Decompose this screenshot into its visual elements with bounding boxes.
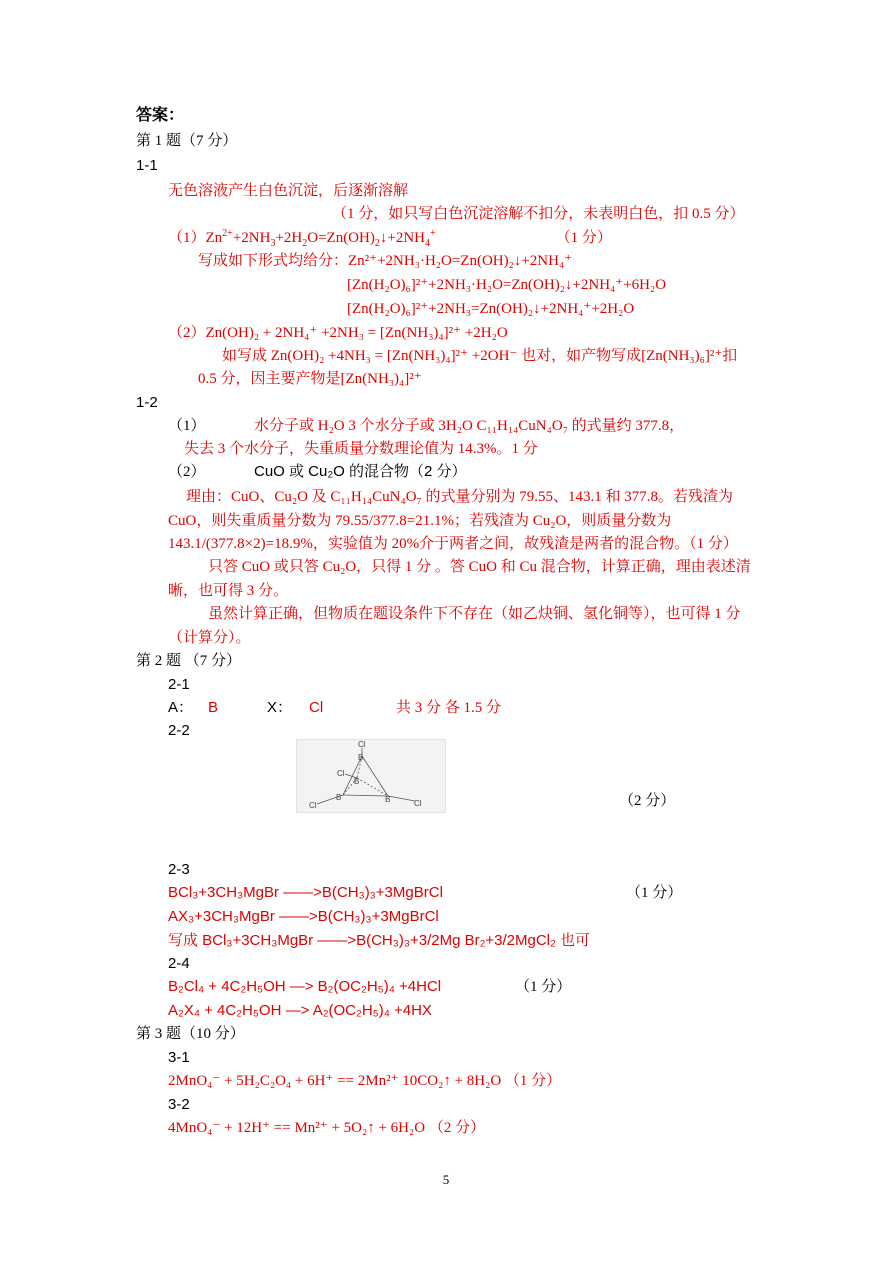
q2-1-score: 共 3 分 各 1.5 分 bbox=[396, 700, 502, 716]
q2-3-score: （1 分） bbox=[626, 885, 683, 901]
b-mid-label: B bbox=[354, 777, 360, 786]
q1-1-label: 1-1 bbox=[136, 157, 158, 174]
answer-heading: 答案： bbox=[136, 107, 185, 124]
q3-2-label: 3-2 bbox=[168, 1096, 190, 1113]
q3-1-label: 3-1 bbox=[168, 1049, 190, 1066]
q2-4-reaction2: A₂X₄ + 4C₂H₅OH —> A₂(OC₂H₅)₄ +4HX bbox=[168, 1002, 432, 1019]
q2-3-reaction3: 写成 BCl₃+3CH₃MgBr ——>B(CH₃)₃+3/2Mg Br₂+3/2MgCl₂ 也可 bbox=[168, 932, 591, 949]
b-right-label: B bbox=[385, 795, 391, 804]
page-number: 5 bbox=[442, 1172, 450, 1187]
q1-2-part1-line2: 失去 3 个水分子，失重质量分数理论值为 14.3%。1 分 bbox=[184, 441, 538, 457]
q2-3-reaction2: AX₃+3CH₃MgBr ——>B(CH₃)₃+3MgBrCl bbox=[168, 908, 439, 925]
molecule-diagram bbox=[297, 740, 445, 812]
q1-2-note1: 只答 CuO 或只答 Cu₂O，只得 1 分 。答 CuO 和 Cu 混合物，计算正确，理由表述清晰，也可得 3 分。 bbox=[168, 559, 751, 599]
q1-2-reason: 理由：CuO、Cu₂O 及 C₁₁H₁₄CuN₄O₇ 的式量分别为 79.55、143.1 和 377.8。若残渣为 CuO，则失重质量分数为 79.55/377.8=21.1%；若残渣为 Cu₂O，则质量分数为 143.1/(377.8×2)=18.9%，实验值为 20%介于两者之间，故残渣是两者的混合物。（1 分） bbox=[168, 489, 738, 552]
b-top-label: B bbox=[358, 753, 364, 762]
q2-2-score: （2 分） bbox=[619, 793, 676, 809]
q3-title: 第 3 题（10 分） bbox=[136, 1026, 245, 1042]
q1-alt-intro: 写成如下形式均给分：Zn²⁺+2NH₃·H₂O=Zn(OH)₂↓+2NH₄⁺ bbox=[198, 253, 573, 269]
q2-2-label: 2-2 bbox=[168, 722, 190, 739]
q1-1-answer: 无色溶液产生白色沉淀，后逐渐溶解 bbox=[168, 183, 409, 199]
cl-right-label: Cl bbox=[414, 799, 422, 808]
q1-alt2: [Zn(H₂O)₆]²⁺+2NH₃·H₂O=Zn(OH)₂↓+2NH₄⁺+6H₂O bbox=[347, 277, 667, 293]
q1-title: 第 1 题（7 分） bbox=[136, 133, 238, 149]
q2-3-reaction1: BCl₃+3CH₃MgBr ——>B(CH₃)₃+3MgBrCl bbox=[168, 884, 443, 901]
q1-alt3: [Zn(H₂O)₆]²⁺+2NH₃=Zn(OH)₂↓+2NH₄⁺+2H₂O bbox=[347, 301, 635, 317]
q2-1-a-value: B bbox=[208, 699, 219, 716]
q2-1-x-label: X： bbox=[267, 699, 293, 716]
q1-1-note: （1 分，如只写白色沉淀溶解不扣分，未表明白色，扣 0.5 分） bbox=[332, 206, 745, 222]
q2-1-label: 2-1 bbox=[168, 676, 190, 693]
cl-left-label: Cl bbox=[309, 801, 317, 810]
q1-eq2-note2: 0.5 分，因主要产物是[Zn(NH₃)₄]²⁺ bbox=[198, 371, 422, 387]
q2-4-label: 2-4 bbox=[168, 955, 190, 972]
q2-4-score: （1 分） bbox=[515, 979, 572, 995]
q1-2-note2: 虽然计算正确，但物质在题设条件下不存在（如乙炔铜、氢化铜等），也可得 1 分（计算分）。 bbox=[168, 606, 741, 646]
q3-2-reaction: 4MnO₄⁻ + 12H⁺ == Mn²⁺ + 5O₂↑ + 6H₂O （2 分） bbox=[168, 1120, 486, 1136]
q2-1-a-label: A： bbox=[168, 699, 194, 716]
q1-2-part1-label: （1） bbox=[168, 418, 206, 434]
b-left-label: B bbox=[336, 793, 342, 802]
q2-title: 第 2 题 （7 分） bbox=[136, 653, 242, 669]
q2-4-reaction1: B₂Cl₄ + 4C₂H₅OH —> B₂(OC₂H₅)₄ +4HCl bbox=[168, 978, 442, 995]
q1-2-part2-text: CuO 或 Cu₂O 的混合物（2 分） bbox=[254, 463, 467, 480]
q1-eq2: （2）Zn(OH)₂ + 2NH₄⁺ +2NH₃ = [Zn(NH₃)₄]²⁺ +2H₂O bbox=[168, 325, 508, 341]
q1-eq2-note1: 如写成 Zn(OH)₂ +4NH₃ = [Zn(NH₃)₄]²⁺ +2OH⁻ 也对，如产物写成[Zn(NH₃)₆]²⁺扣 bbox=[222, 348, 738, 364]
cl-top-label: Cl bbox=[358, 740, 366, 749]
q1-2-label: 1-2 bbox=[136, 394, 158, 411]
q1-2-part2-label: （2） bbox=[168, 464, 206, 480]
cl-mid-label: Cl bbox=[337, 769, 345, 778]
q3-1-reaction: 2MnO₄⁻ + 5H₂C₂O₄ + 6H⁺ == 2Mn²⁺ 10CO₂↑ + 8H₂O （1 分） bbox=[168, 1073, 562, 1089]
q1-eq1: $(1)Zn^{2+}+2NH_3+2H_2O=Zn(OH)_2↓+2NH_4^+$ （1 分） bbox=[168, 228, 612, 249]
q2-1-x-value: Cl bbox=[309, 699, 324, 716]
q1-2-part1-line1: 水分子或 H₂O 3 个水分子或 3H₂O C₁₁H₁₄CuN₄O₇ 的式量约 377.8， bbox=[254, 418, 685, 434]
b4cl4-structure-figure bbox=[296, 739, 446, 813]
q2-3-label: 2-3 bbox=[168, 861, 190, 878]
